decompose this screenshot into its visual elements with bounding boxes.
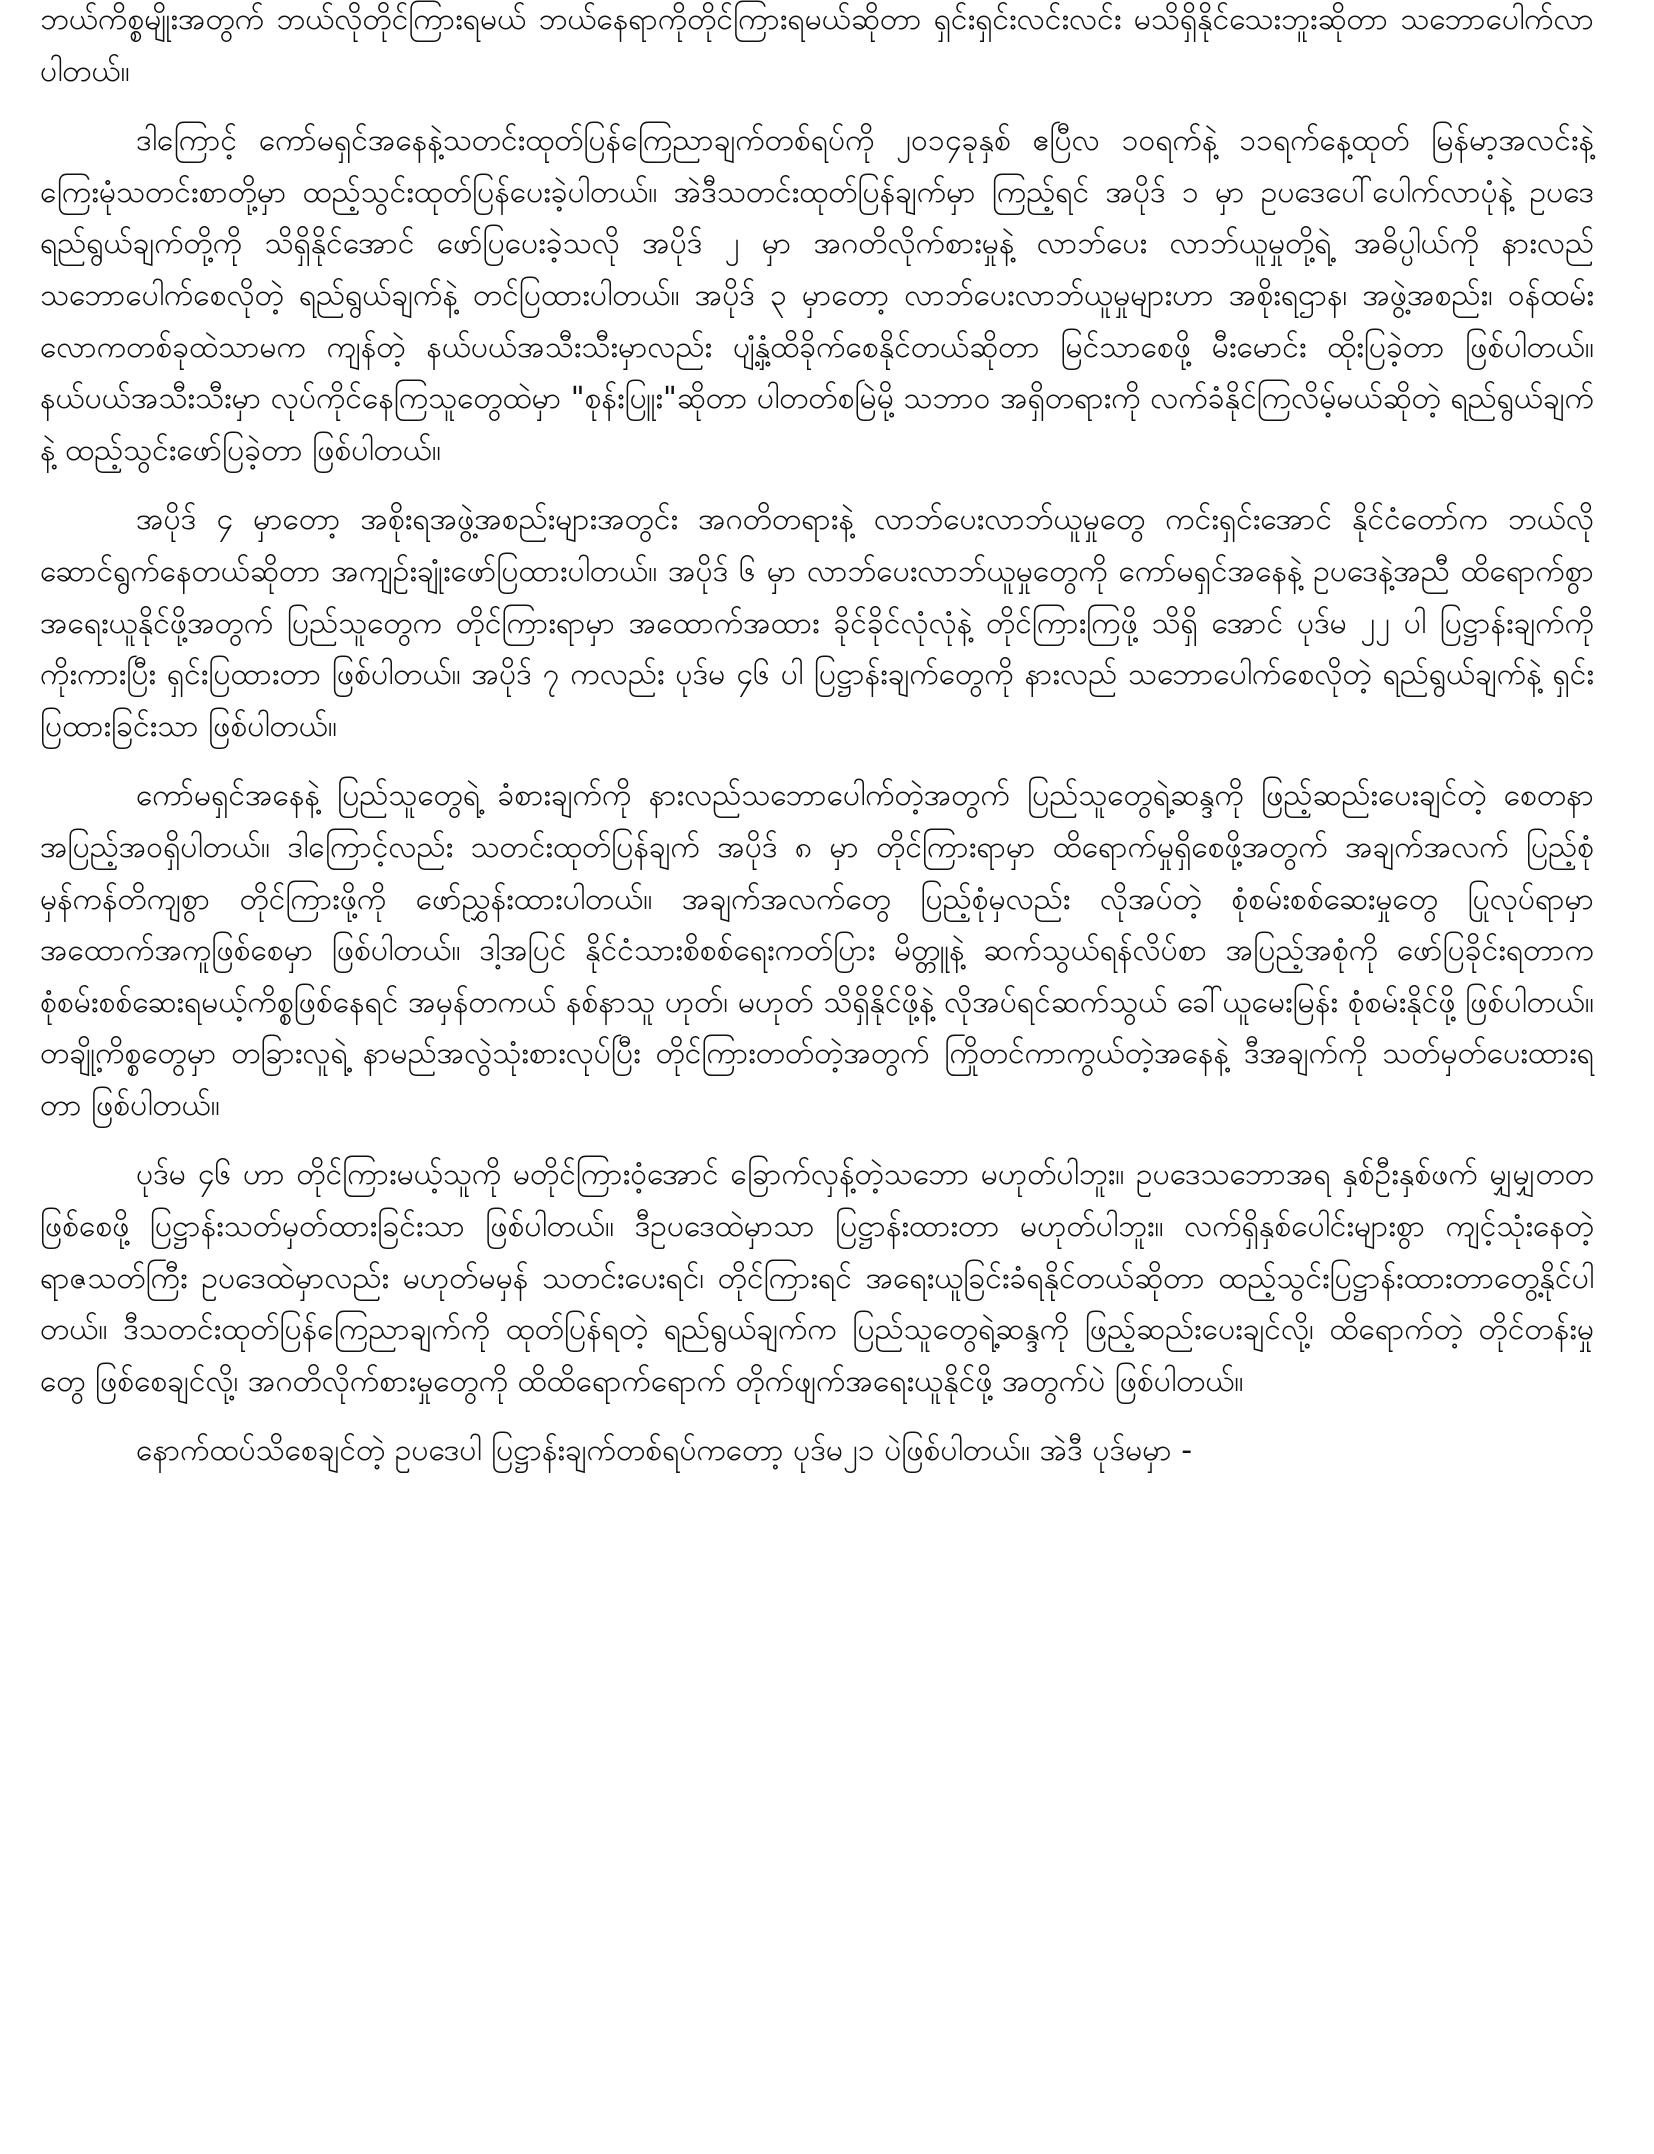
- paragraph-intro-continuation: ဘယ်ကိစ္စမျိုးအတွက် ဘယ်လိုတိုင်ကြားရမယ် ဘယ်နေရာကိုတိုင်ကြားရမယ်ဆိုတာ ရှင်းရှင်းလင်းလင်း မသိရှိနိုင်သေးဘူးဆိုတာ သဘောပေါက်လာပါတယ်။: [40, 2, 1594, 89]
- paragraph-press-release: ဒါကြောင့် ကော်မရှင်အနေနဲ့သတင်းထုတ်ပြန်ကြေညာချက်တစ်ရပ်ကို ၂၀၁၄ခုနှစ် ဧပြီလ ၁၀ရက်နဲ့ ၁၁ရက်နေ့ထုတ် မြန်မာ့အလင်းနဲ့ ကြေးမုံသတင်းစာတို့မှာ ထည့်သွင်းထုတ်ပြန်ပေးခဲ့ပါတယ်။ အဲဒီသတင်းထုတ်ပြန်ချက်မှာ ကြည့်ရင် အပိုဒ် ၁ မှာ ဥပဒေပေါ်ပေါက်လာပုံနဲ့ ဥပဒေ ရည်ရွယ်ချက်တို့ကို သိရှိနိုင်အောင် ဖော်ပြပေးခဲ့သလို အပိုဒ် ၂ မှာ အဂတိလိုက်စားမှုနဲ့ လာဘ်ပေး လာဘ်ယူမှုတို့ရဲ့ အဓိပ္ပါယ်ကို နားလည် သဘောပေါက်စေလိုတဲ့ ရည်ရွယ်ချက်နဲ့ တင်ပြထားပါတယ်။ အပိုဒ် ၃ မှာတော့ လာဘ်ပေးလာဘ်ယူမှုများဟာ အစိုးရဌာန၊ အဖွဲ့အစည်း၊ ဝန်ထမ်းလောကတစ်ခုထဲသာမက ကျန်တဲ့ နယ်ပယ်အသီးသီးမှာလည်း ပျံ့နှံ့ထိခိုက်စေနိုင်တယ်ဆိုတာ မြင်သာစေဖို့ မီးမောင်း ထိုးပြခဲ့တာ ဖြစ်ပါတယ်။ နယ်ပယ်အသီးသီးမှာ လုပ်ကိုင်နေကြသူတွေထဲမှာ "စုန်းပြူး"ဆိုတာ ပါတတ်စမြဲမို့ သဘာဝ အရှိတရားကို လက်ခံနိုင်ကြလိမ့်မယ်ဆိုတဲ့ ရည်ရွယ်ချက်နဲ့ ထည့်သွင်းဖော်ပြခဲ့တာ ဖြစ်ပါတယ်။: [40, 123, 1594, 468]
- paragraph-section-4-6-7: အပိုဒ် ၄ မှာတော့ အစိုးရအဖွဲ့အစည်းများအတွင်း အဂတိတရားနဲ့ လာဘ်ပေးလာဘ်ယူမှုတွေ ကင်းရှင်းအောင် နိုင်ငံတော်က ဘယ်လိုဆောင်ရွက်နေတယ်ဆိုတာ အကျဉ်းချုံးဖော်ပြထားပါတယ်။ အပိုဒ် ၆ မှာ လာဘ်ပေးလာဘ်ယူမှုတွေကို ကော်မရှင်အနေနဲ့ ဥပဒေနဲ့အညီ ထိရောက်စွာ အရေးယူနိုင်ဖို့အတွက် ပြည်သူတွေက တိုင်ကြားရာမှာ အထောက်အထား ခိုင်ခိုင်လုံလုံနဲ့ တိုင်ကြားကြဖို့ သိရှိ အောင် ပုဒ်မ ၂၂ ပါ ပြဋ္ဌာန်းချက်ကို ကိုးကားပြီး ရှင်းပြထားတာ ဖြစ်ပါတယ်။ အပိုဒ် ၇ ကလည်း ပုဒ်မ ၄၆ ပါ ပြဋ္ဌာန်းချက်တွေကို နားလည် သဘောပေါက်စေလိုတဲ့ ရည်ရွယ်ချက်နဲ့ ရှင်းပြထားခြင်းသာ ဖြစ်ပါတယ်။: [40, 502, 1594, 744]
- document-body: [40, 0, 1594, 1477]
- paragraph-section-46: ပုဒ်မ ၄၆ ဟာ တိုင်ကြားမယ့်သူကို မတိုင်ကြားဝံ့အောင် ခြောက်လှန့်တဲ့သဘော မဟုတ်ပါဘူး။ ဥပဒေသဘောအရ နှစ်ဦးနှစ်ဖက် မျှမျှတတဖြစ်စေဖို့ ပြဋ္ဌာန်းသတ်မှတ်ထားခြင်းသာ ဖြစ်ပါတယ်။ ဒီဥပဒေထဲမှာသာ ပြဋ္ဌာန်းထားတာ မဟုတ်ပါဘူး။ လက်ရှိနှစ်ပေါင်းများစွာ ကျင့်သုံးနေတဲ့ ရာဇသတ်ကြီး ဥပဒေထဲမှာလည်း မဟုတ်မမှန် သတင်းပေးရင်၊ တိုင်ကြားရင် အရေးယူခြင်းခံရနိုင်တယ်ဆိုတာ ထည့်သွင်းပြဋ္ဌာန်းထားတာတွေ့နိုင်ပါတယ်။ ဒီသတင်းထုတ်ပြန်ကြေညာချက်ကို ထုတ်ပြန်ရတဲ့ ရည်ရွယ်ချက်က ပြည်သူတွေရဲ့ဆန္ဒကို ဖြည့်ဆည်းပေးချင်လို့၊ ထိရောက်တဲ့ တိုင်တန်းမှုတွေ ဖြစ်စေချင်လို့၊ အဂတိလိုက်စားမှုတွေကို ထိထိရောက်ရောက် တိုက်ဖျက်အရေးယူနိုင်ဖို့ အတွက်ပဲ ဖြစ်ပါတယ်။: [40, 1157, 1594, 1399]
- paragraph-commission-goodwill: ကော်မရှင်အနေနဲ့ ပြည်သူတွေရဲ့ ခံစားချက်ကို နားလည်သဘောပေါက်တဲ့အတွက် ပြည်သူတွေရဲ့ဆန္ဒကို ဖြည့်ဆည်းပေးချင်တဲ့ စေတနာအပြည့်အဝရှိပါတယ်။ ဒါကြောင့်လည်း သတင်းထုတ်ပြန်ချက် အပိုဒ် ၈ မှာ တိုင်ကြားရာမှာ ထိရောက်မှုရှိစေဖို့အတွက် အချက်အလက် ပြည့်စုံမှန်ကန်တိကျစွာ တိုင်ကြားဖို့ကို ဖော်ညွှန်းထားပါတယ်။ အချက်အလက်တွေ ပြည့်စုံမှလည်း လိုအပ်တဲ့ စုံစမ်းစစ်ဆေးမှုတွေ ပြုလုပ်ရာမှာ အထောက်အကူဖြစ်စေမှာ ဖြစ်ပါတယ်။ ဒါ့အပြင် နိုင်ငံသားစိစစ်ရေးကတ်ပြား မိတ္တူနဲ့ ဆက်သွယ်ရန်လိပ်စာ အပြည့်အစုံကို ဖော်ပြခိုင်းရတာက စုံစမ်းစစ်ဆေးရမယ့်ကိစ္စဖြစ်နေရင် အမှန်တကယ် နစ်နာသူ ဟုတ်၊ မဟုတ် သိရှိနိုင်ဖို့နဲ့ လိုအပ်ရင်ဆက်သွယ် ခေါ်ယူမေးမြန်း စုံစမ်းနိုင်ဖို့ ဖြစ်ပါတယ်။ တချို့ကိစ္စတွေမှာ တခြားလူရဲ့ နာမည်အလွဲသုံးစားလုပ်ပြီး တိုင်ကြားတတ်တဲ့အတွက် ကြိုတင်ကာကွယ်တဲ့အနေနဲ့ ဒီအချက်ကို သတ်မှတ်ပေးထားရတာ ဖြစ်ပါတယ်။: [40, 778, 1594, 1123]
- paragraph-section-21-intro: နောက်ထပ်သိစေချင်တဲ့ ဥပဒေပါ ပြဋ္ဌာန်းချက်တစ်ရပ်ကတော့ ပုဒ်မ၂၁ ပဲဖြစ်ပါတယ်။ အဲဒီ ပုဒ်မမှာ -: [136, 1433, 1193, 1469]
